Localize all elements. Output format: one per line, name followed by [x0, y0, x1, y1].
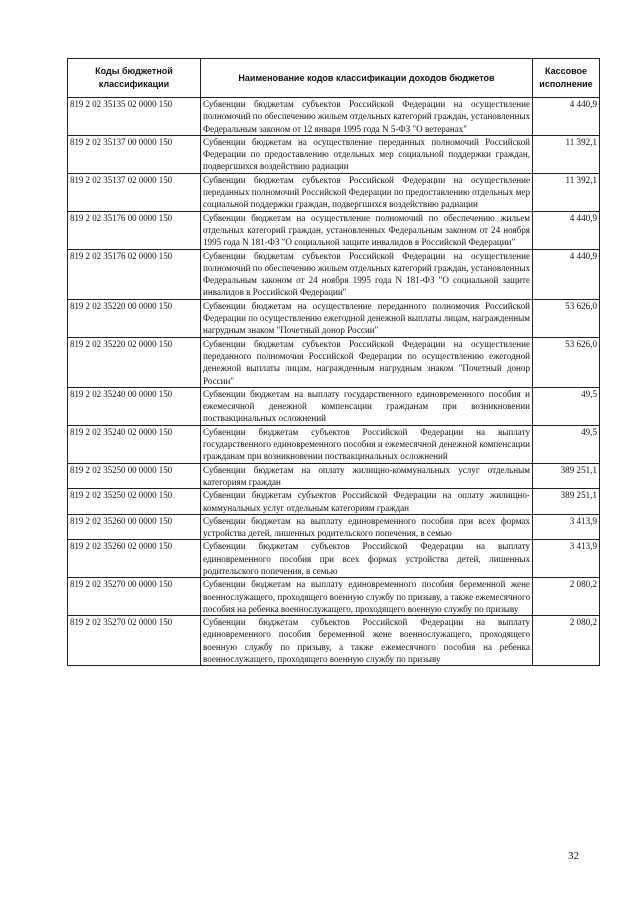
table-body — [68, 98, 600, 666]
table-row — [68, 173, 600, 211]
page-number: 32 — [568, 850, 579, 862]
cell-code: 819 2 02 35220 00 0000 150 — [68, 299, 201, 337]
table-row — [68, 514, 600, 540]
cell-amount: 49,5 — [533, 425, 600, 463]
cell-name: Субвенции бюджетам субъектов Российской Федерации на оплату жилищно-коммунальных услуг отдельным категориям граждан — [201, 489, 533, 515]
cell-code: 819 2 02 35220 02 0000 150 — [68, 337, 201, 387]
cell-name: Субвенции бюджетам на осуществление переданного полномочия Российской Федерации по осуществлению ежегодной денежной выплаты лицам, награжденным нагрудным знаком "Почетный донор России" — [201, 299, 533, 337]
cell-name: Субвенции бюджетам на выплату государственного единовременного пособия и ежемесячной денежной компенсации гражданам при возникновении поствакцинальных осложнений — [201, 387, 533, 425]
budget-revenue-table — [67, 58, 600, 666]
cell-code: 819 2 02 35240 02 0000 150 — [68, 425, 201, 463]
cell-amount: 11 392,1 — [533, 135, 600, 173]
cell-name: Субвенции бюджетам субъектов Российской Федерации на осуществление переданного полномочия Российской Федерации по осуществлению ежегодной денежной выплаты лицам, награжденным нагрудным знаком "Почетный донор России" — [201, 337, 533, 387]
cell-amount: 4 440,9 — [533, 98, 600, 136]
cell-code: 819 2 02 35137 00 0000 150 — [68, 135, 201, 173]
cell-code: 819 2 02 35270 02 0000 150 — [68, 616, 201, 666]
cell-name: Субвенции бюджетам субъектов Российской Федерации на осуществление полномочий по обеспечению жильем отдельных категорий граждан, установленных Федеральным законом от 24 ноября 1995 года N 181-ФЗ "О социальной защите инвалидов в Российской Федерации" — [201, 249, 533, 299]
table-row — [68, 249, 600, 299]
cell-name: Субвенции бюджетам субъектов Российской Федерации на выплату единовременного пособия беременной жене военнослужащего, проходящего военную службу по призыву, а также ежемесячного пособия на ребенка военнослужащего, проходящего военную службу по призыву — [201, 616, 533, 666]
cell-code: 819 2 02 35260 02 0000 150 — [68, 540, 201, 578]
cell-amount: 4 440,9 — [533, 249, 600, 299]
table-row — [68, 489, 600, 515]
table-header-row — [68, 59, 600, 98]
table-row — [68, 337, 600, 387]
cell-amount: 3 413,9 — [533, 514, 600, 540]
table-row — [68, 387, 600, 425]
table-row — [68, 211, 600, 249]
cell-name: Субвенции бюджетам субъектов Российской Федерации на осуществление полномочий по обеспечению жильем отдельных категорий граждан, установленных Федеральным законом от 12 января 1995 года N 5-ФЗ "О ветеранах" — [201, 98, 533, 136]
cell-name: Субвенции бюджетам субъектов Российской Федерации на осуществление переданных полномочий Российской Федерации по предоставлению отдельных мер социальной поддержки граждан, подвергшихся воздействию радиации — [201, 173, 533, 211]
cell-amount: 4 440,9 — [533, 211, 600, 249]
cell-code: 819 2 02 35176 00 0000 150 — [68, 211, 201, 249]
cell-amount: 389 251,1 — [533, 463, 600, 489]
header-name: Наименование кодов классификации доходов бюджетов — [201, 59, 533, 98]
table-row — [68, 425, 600, 463]
cell-amount: 2 080,2 — [533, 578, 600, 616]
cell-amount: 53 626,0 — [533, 299, 600, 337]
cell-name: Субвенции бюджетам на выплату единовременного пособия при всех формах устройства детей, лишенных родительского попечения, в семью — [201, 514, 533, 540]
cell-amount: 49,5 — [533, 387, 600, 425]
cell-amount: 2 080,2 — [533, 616, 600, 666]
cell-amount: 53 626,0 — [533, 337, 600, 387]
cell-name: Субвенции бюджетам на осуществление переданных полномочий Российской Федерации по предоставлению отдельных мер социальной поддержки граждан, подвергшихся воздействию радиации — [201, 135, 533, 173]
table-row — [68, 578, 600, 616]
cell-amount: 3 413,9 — [533, 540, 600, 578]
cell-code: 819 2 02 35270 00 0000 150 — [68, 578, 201, 616]
table-row — [68, 98, 600, 136]
cell-code: 819 2 02 35135 02 0000 150 — [68, 98, 201, 136]
table-row — [68, 540, 600, 578]
cell-code: 819 2 02 35240 00 0000 150 — [68, 387, 201, 425]
cell-name: Субвенции бюджетам субъектов Российской Федерации на выплату единовременного пособия при всех формах устройства детей, лишенных родительского попечения, в семью — [201, 540, 533, 578]
cell-code: 819 2 02 35250 00 0000 150 — [68, 463, 201, 489]
cell-name: Субвенции бюджетам на оплату жилищно-коммунальных услуг отдельным категориям граждан — [201, 463, 533, 489]
table-row — [68, 463, 600, 489]
cell-name: Субвенции бюджетам субъектов Российской Федерации на выплату государственного единовременного пособия и ежемесячной денежной компенсации гражданам при возникновении поствакцинальных осложнений — [201, 425, 533, 463]
table-row — [68, 135, 600, 173]
cell-code: 819 2 02 35250 02 0000 150 — [68, 489, 201, 515]
cell-name: Субвенции бюджетам на выплату единовременного пособия беременной жене военнослужащего, проходящего военную службу по призыву, а также ежемесячного пособия на ребенка военнослужащего, проходящего военную службу по призыву — [201, 578, 533, 616]
cell-amount: 11 392,1 — [533, 173, 600, 211]
table-row — [68, 616, 600, 666]
cell-amount: 389 251,1 — [533, 489, 600, 515]
header-amount: Кассовое исполнение — [533, 59, 600, 98]
header-code: Коды бюджетной классификации — [68, 59, 201, 98]
cell-name: Субвенции бюджетам на осуществление полномочий по обеспечению жильем отдельных категорий граждан, установленных Федеральным законом от 24 ноября 1995 года N 181-ФЗ "О социальной защите инвалидов в Российской Федерации" — [201, 211, 533, 249]
cell-code: 819 2 02 35176 02 0000 150 — [68, 249, 201, 299]
cell-code: 819 2 02 35137 02 0000 150 — [68, 173, 201, 211]
table-row — [68, 299, 600, 337]
cell-code: 819 2 02 35260 00 0000 150 — [68, 514, 201, 540]
